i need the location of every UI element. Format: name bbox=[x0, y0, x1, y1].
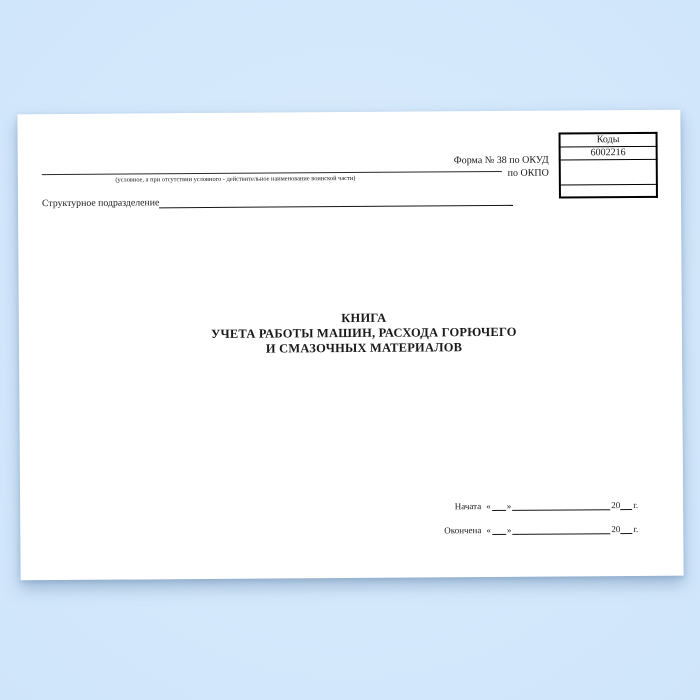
finished-month-blank bbox=[512, 533, 610, 535]
okpo-label: по ОКПО bbox=[507, 167, 549, 179]
date-started-row bbox=[441, 500, 638, 512]
started-month-blank bbox=[512, 509, 610, 511]
document-page bbox=[17, 110, 683, 581]
started-day-blank bbox=[492, 510, 506, 511]
title-line-3: И СМАЗОЧНЫХ МАТЕРИАЛОВ bbox=[265, 340, 463, 356]
open-quote: « bbox=[486, 525, 491, 536]
form-number-label: Форма № 38 по ОКУД bbox=[453, 154, 549, 167]
title-line-1: КНИГА bbox=[341, 310, 387, 326]
close-quote: » bbox=[506, 500, 512, 511]
codes-header-cell: Коды bbox=[560, 133, 657, 147]
extra-code-cell bbox=[560, 184, 657, 198]
unit-name-hint: (условное, а при отсутствии условного - действительное наименование воинской части) bbox=[115, 174, 356, 184]
started-year-prefix: 20 bbox=[611, 500, 621, 511]
started-year-blank bbox=[620, 509, 632, 510]
subdivision-row bbox=[42, 195, 513, 210]
started-label: Начата bbox=[454, 501, 482, 512]
finished-label: Окончена bbox=[444, 525, 482, 536]
title-line-2: УЧЕТА РАБОТЫ МАШИН, РАСХОДА ГОРЮЧЕГО bbox=[211, 324, 517, 341]
subdivision-fill-line bbox=[159, 205, 513, 208]
okpo-code-cell bbox=[560, 159, 657, 185]
unit-name-line bbox=[42, 171, 502, 175]
finished-year-prefix: 20 bbox=[611, 524, 621, 535]
okud-code-cell: 6002216 bbox=[560, 146, 657, 160]
finished-year-suffix: г. bbox=[633, 523, 639, 535]
codes-table bbox=[559, 132, 658, 199]
book-title bbox=[114, 309, 614, 357]
form-reference bbox=[454, 155, 549, 181]
date-finished-row bbox=[441, 524, 638, 536]
finished-year-blank bbox=[620, 533, 632, 534]
started-year-suffix: г. bbox=[633, 499, 639, 511]
close-quote: » bbox=[506, 524, 512, 535]
subdivision-label: Структурное подразделение bbox=[41, 197, 160, 210]
finished-day-blank bbox=[492, 534, 506, 535]
open-quote: « bbox=[486, 501, 491, 512]
